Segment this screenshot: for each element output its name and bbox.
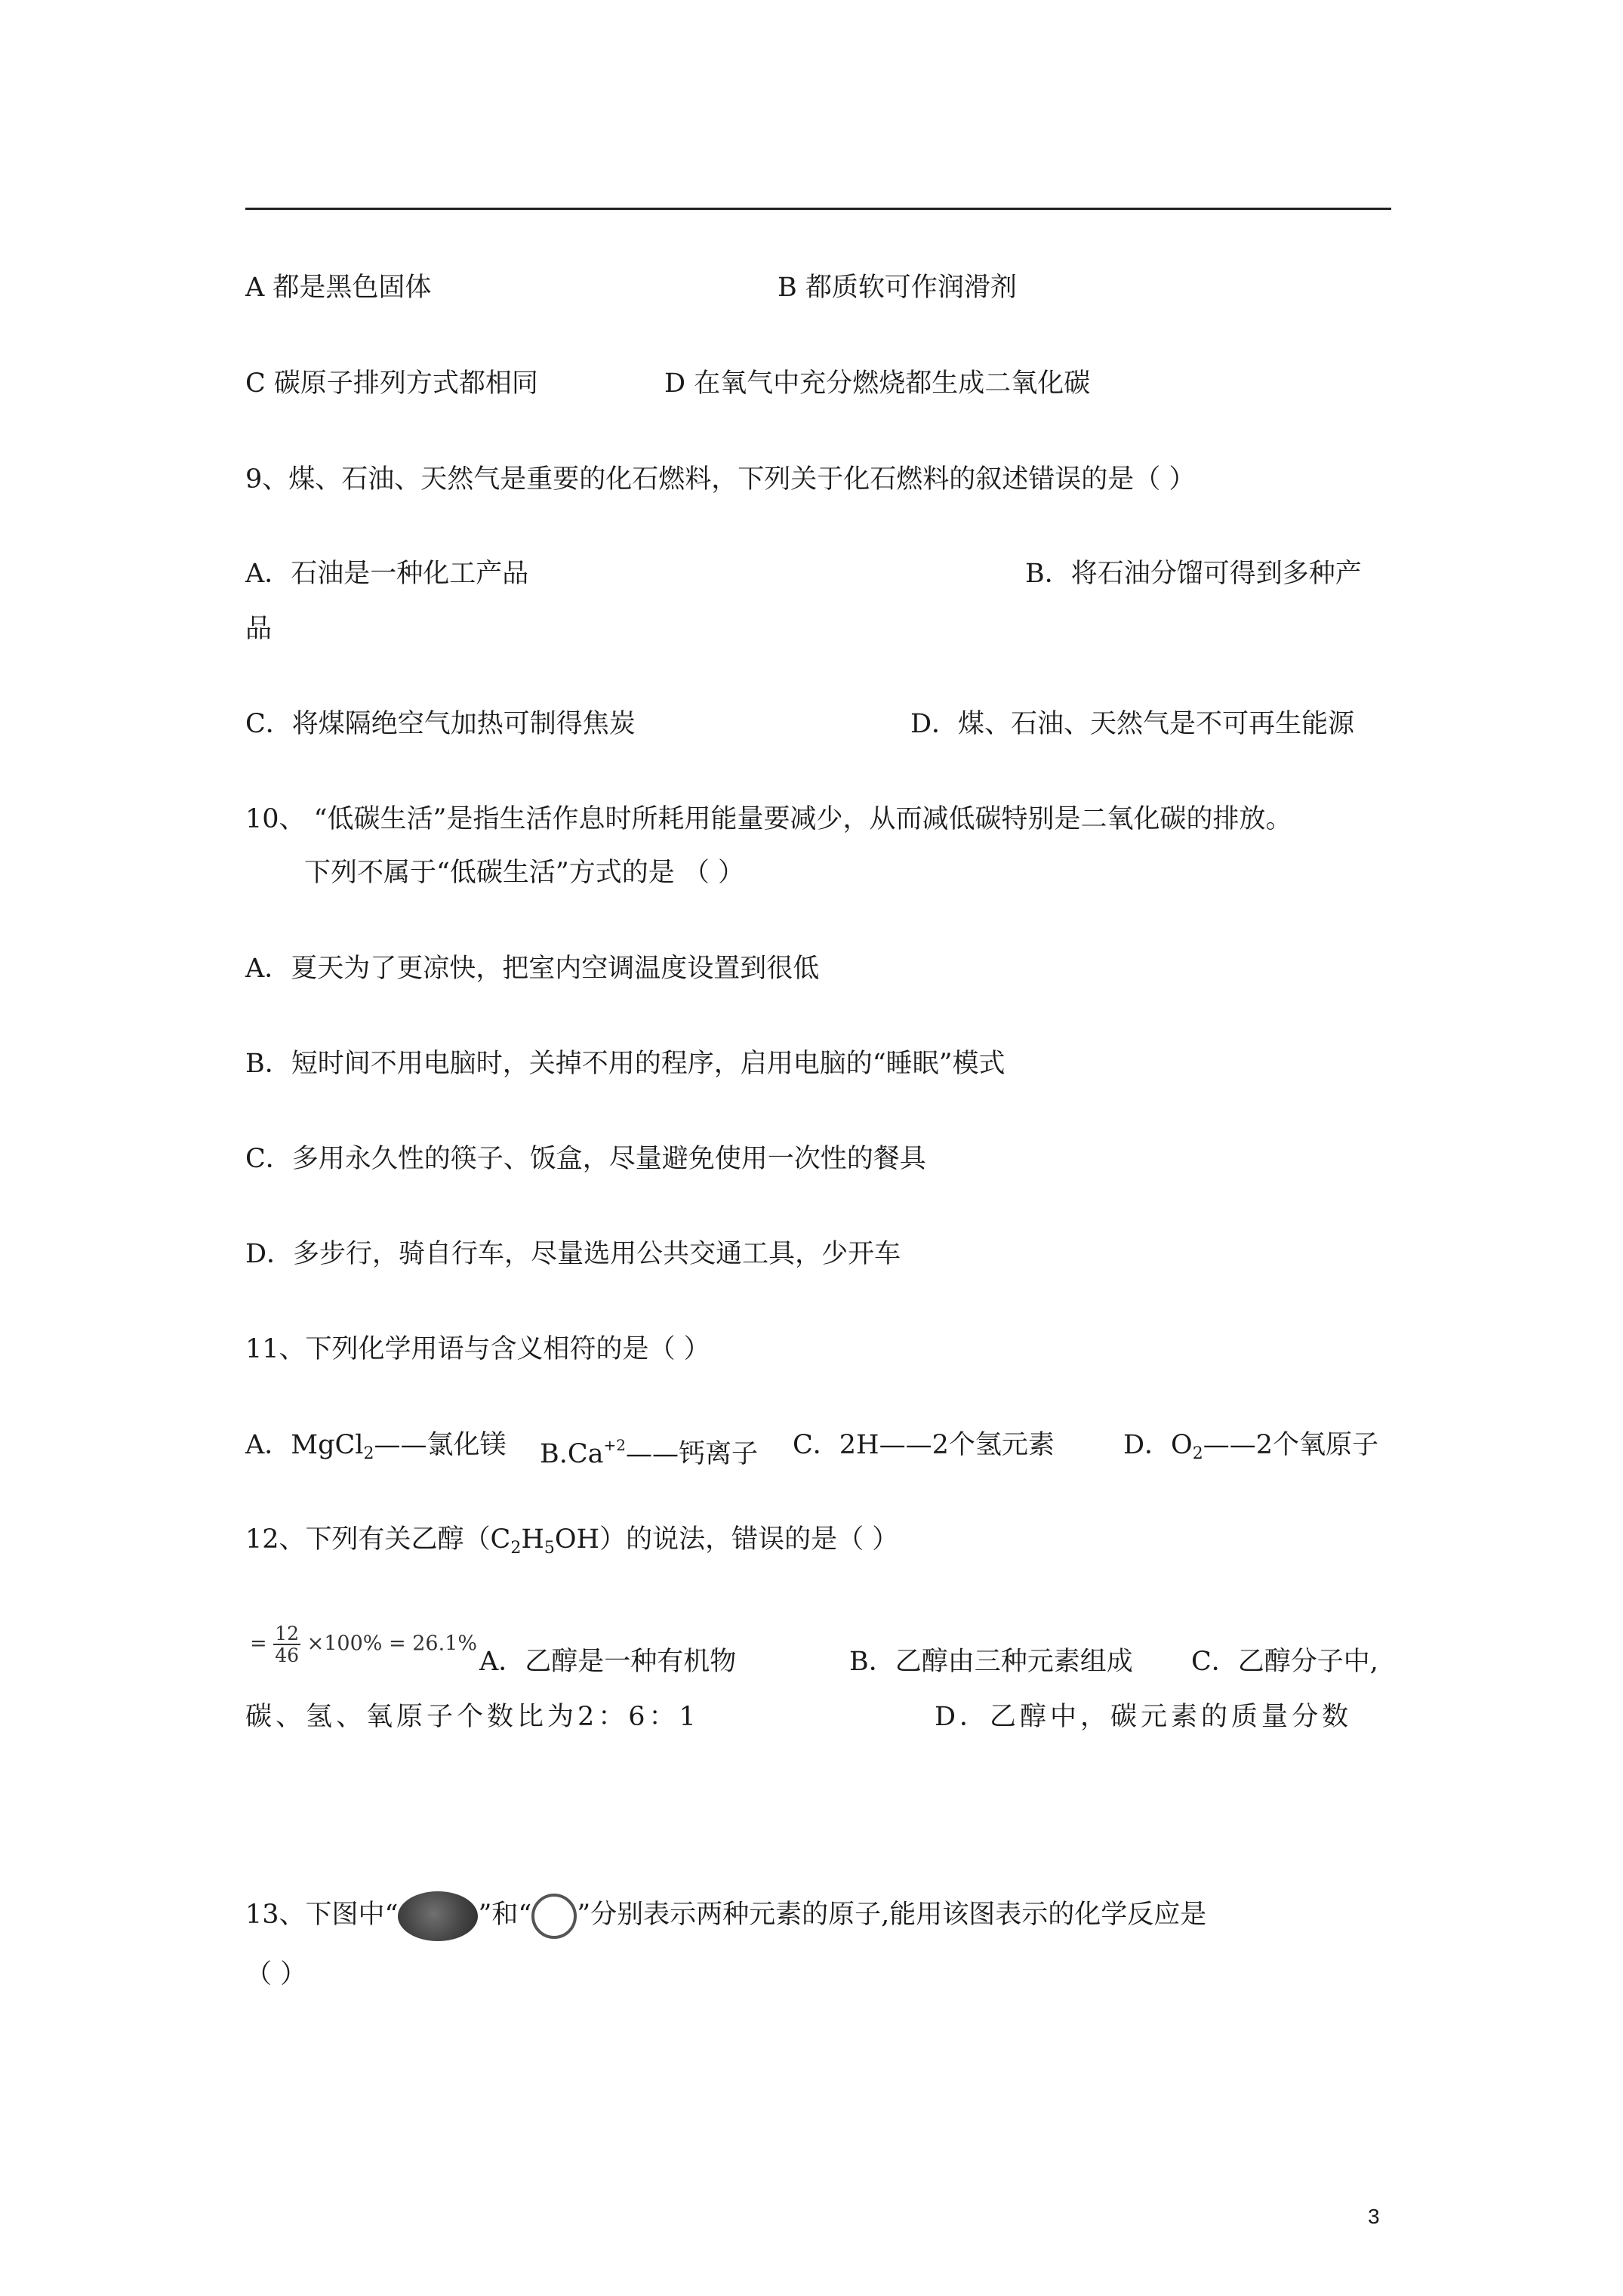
q10-option-c: C．多用永久性的筷子、饭盒，尽量避免使用一次性的餐具 <box>245 1144 926 1174</box>
light-atom-icon <box>531 1894 577 1939</box>
q8-option-c: C 碳原子排列方式都相同 <box>245 368 538 399</box>
q8-option-d: D 在氧气中充分燃烧都生成二氧化碳 <box>664 368 1091 399</box>
q12-option-a: A．乙醇是一种有机物 <box>479 1647 737 1677</box>
q9-option-a: A．石油是一种化工产品 <box>245 559 529 589</box>
q10-option-d: D．多步行，骑自行车，尽量选用公共交通工具，少开车 <box>245 1239 901 1269</box>
q13-answer-blank: （ ） <box>245 1959 307 1989</box>
q9-stem: 9、煤、石油、天然气是重要的化石燃料，下列关于化石燃料的叙述错误的是（ ） <box>245 464 1196 495</box>
q12-option-c-part1: C．乙醇分子中, <box>1191 1647 1378 1677</box>
q12-option-d: D．乙醇中，碳元素的质量分数 <box>935 1702 1353 1732</box>
q9-option-b: B．将石油分馏可得到多种产 <box>1025 559 1362 589</box>
q11-option-a: A．MgCl$_2$——氯化镁 <box>245 1430 507 1463</box>
q13-stem: 13、下图中“ ”和“ ”分别表示两种元素的原子,能用该图表示的化学反应是 <box>245 1888 1206 1942</box>
q8-option-a: A 都是黑色固体 <box>245 273 432 303</box>
q12-option-b: B．乙醇由三种元素组成 <box>849 1647 1133 1677</box>
q12-stem: 12、下列有关乙醇$(C_2H_5OH)$的说法，错误的是（ ） <box>245 1524 899 1558</box>
q9-option-d: D．煤、石油、天然气是不可再生能源 <box>910 709 1355 739</box>
q12-option-c-part2: 碳、氢、氧原子个数比为2：6：1 <box>245 1702 700 1732</box>
q10-option-a: A．夏天为了更凉快，把室内空调温度设置到很低 <box>245 954 820 984</box>
q9-option-c: C．将煤隔绝空气加热可制得焦炭 <box>245 709 636 739</box>
fraction: $\frac{12}{46}$ <box>275 1623 300 1666</box>
q10-stem-line2: 下列不属于“低碳生活”方式的是 （ ） <box>304 858 745 888</box>
q8-option-b: B 都质软可作润滑剂 <box>778 273 1017 303</box>
q11-option-c: C．2H——2个氢元素 <box>793 1430 1055 1460</box>
q10-stem-line1: 10、 “低碳生活”是指生活作息时所耗用能量要减少，从而减低碳特别是二氧化碳的排放。 <box>245 804 1292 834</box>
q11-option-b: $B.Ca^{+2}——$钙离子 <box>540 1436 758 1469</box>
header-rule <box>245 208 1391 210</box>
dark-atom-icon <box>398 1891 478 1941</box>
page-number: 3 <box>1368 2205 1380 2228</box>
q11-stem: 11、下列化学用语与含义相符的是（ ） <box>245 1334 710 1364</box>
mass-fraction-formula-image: = $\frac{12}{46}$ ×100% = 26.1% <box>250 1623 477 1666</box>
q11-option-d: D．$O_2——2$个氧原子 <box>1123 1430 1379 1463</box>
q10-option-b: B．短时间不用电脑时，关掉不用的程序，启用电脑的“睡眠”模式 <box>245 1049 1006 1079</box>
q9-option-b-continued: 品 <box>245 614 273 644</box>
